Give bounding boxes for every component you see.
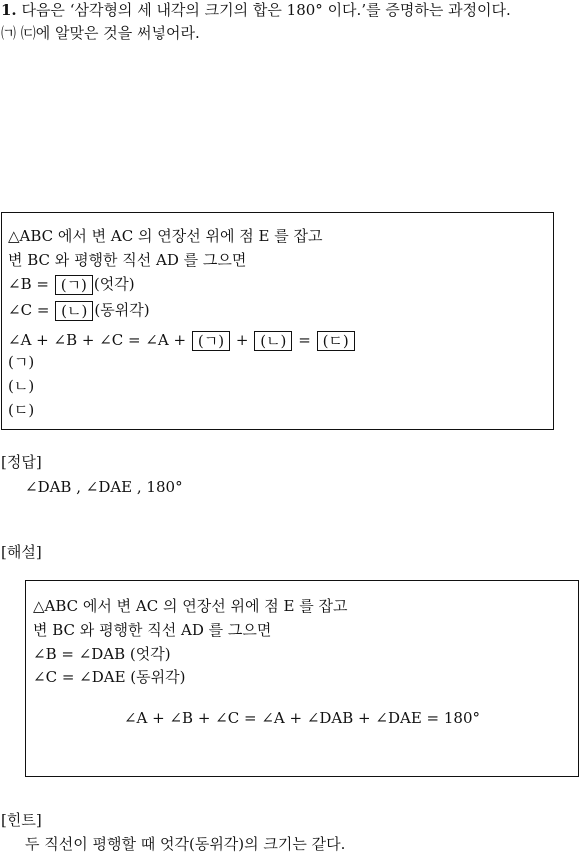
answer-slot-a: (ㄱ): [8, 353, 35, 371]
explanation-line-4: ∠C = ∠DAE (동위각): [33, 668, 186, 686]
proof-line-2: 변 BC 와 평행한 직선 AD 를 그으면: [8, 251, 247, 269]
proof-angle-b: [8, 274, 135, 294]
sum-prefix: ∠A + ∠B + ∠C = ∠A +: [8, 331, 187, 349]
angle-c-suffix: (동위각): [94, 301, 150, 319]
explanation-line-2: 변 BC 와 평행한 직선 AD 를 그으면: [33, 621, 272, 639]
angle-b-prefix: ∠B =: [8, 275, 49, 293]
angle-b-suffix: (엇각): [93, 275, 135, 293]
sum-equals: =: [298, 331, 311, 349]
question-number: 1.: [1, 1, 17, 19]
sum-blank-b: (ㄴ): [254, 331, 292, 351]
angle-c-prefix: ∠C =: [8, 301, 50, 319]
hint-heading: [힌트]: [1, 811, 42, 829]
explanation-line-5: ∠A + ∠B + ∠C = ∠A + ∠DAB + ∠DAE = 180°: [123, 709, 481, 727]
proof-sum: [8, 330, 356, 350]
explanation-box: [25, 580, 579, 777]
hint-text: 두 직선이 평행할 때 엇각(동위각)의 크기는 같다.: [25, 835, 346, 853]
question-line-1: [1, 0, 511, 20]
question-text: 다음은 ‘삼각형의 세 내각의 크기의 합은 180° 이다.’를 증명하는 과정이다.: [21, 1, 511, 19]
sum-blank-c: (ㄷ): [317, 331, 355, 351]
proof-box: [1, 212, 554, 430]
blank-b: (ㄴ): [55, 301, 93, 321]
explanation-line-1: △ABC 에서 변 AC 의 연장선 위에 점 E 를 잡고: [33, 597, 348, 615]
answer-slot-c: (ㄷ): [8, 401, 35, 419]
sum-plus: +: [235, 331, 249, 349]
answer-text: ∠DAB , ∠DAE , 180°: [25, 478, 183, 496]
proof-line-1: △ABC 에서 변 AC 의 연장선 위에 점 E 를 잡고: [8, 227, 323, 245]
proof-angle-c: [8, 300, 150, 320]
answer-heading: [정답]: [1, 453, 42, 471]
explanation-heading: [해설]: [1, 543, 42, 561]
question-instruction: ㈀ ㈂에 알맞은 것을 써넣어라.: [1, 24, 200, 42]
answer-slot-b: (ㄴ): [8, 377, 35, 395]
explanation-line-3: ∠B = ∠DAB (엇각): [33, 645, 171, 663]
blank-a: (ㄱ): [55, 275, 93, 295]
sum-blank-a: (ㄱ): [192, 331, 230, 351]
